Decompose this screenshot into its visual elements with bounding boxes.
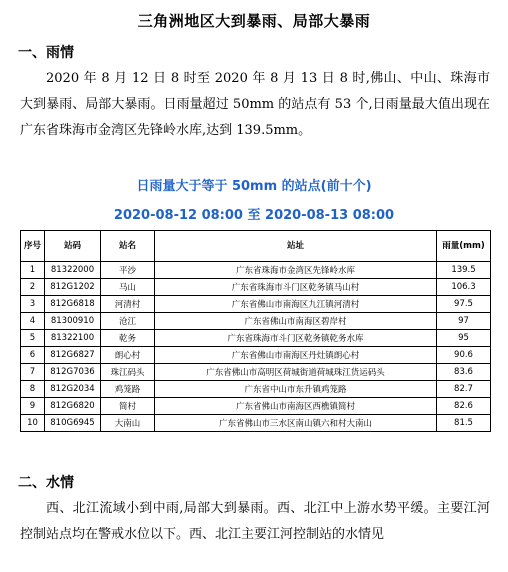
table-row	[21, 296, 491, 313]
cell-station-name: 简村	[101, 398, 155, 415]
table-row	[21, 381, 491, 398]
rainfall-table	[20, 230, 491, 432]
cell-rainfall: 139.5	[437, 262, 491, 279]
cell-rainfall: 83.6	[437, 364, 491, 381]
cell-station-address: 广东省珠海市金湾区先锋岭水库	[155, 262, 437, 279]
cell-rainfall: 82.6	[437, 398, 491, 415]
cell-station-address: 广东省佛山市南海区丹灶镇朗心村	[155, 347, 437, 364]
cell-station-name: 鸡笼路	[101, 381, 155, 398]
cell-index: 9	[21, 398, 45, 415]
header-index: 序号	[21, 231, 45, 262]
cell-station-address: 广东省佛山市三水区南山镇六和村大南山	[155, 415, 437, 432]
cell-station-name: 珠江码头	[101, 364, 155, 381]
rain-paragraph: 2020 年 8 月 12 日 8 时至 2020 年 8 月 13 日 8 时,佛山、中山、珠海市大到暴雨、局部大暴雨。日雨量超过 50mm 的站点有 53 个,日雨量最大值出现在广东省珠海市金湾区先锋岭水库,达到 139.5mm。	[20, 71, 490, 138]
cell-station-code: 812G6820	[45, 398, 101, 415]
cell-station-address: 广东省佛山市南海区九江镇河清村	[155, 296, 437, 313]
cell-station-code: 812G6827	[45, 347, 101, 364]
cell-index: 2	[21, 279, 45, 296]
cell-station-address: 广东省佛山市南海区碧岸村	[155, 313, 437, 330]
table-header-row	[21, 231, 491, 262]
cell-station-code: 810G6945	[45, 415, 101, 432]
cell-rainfall: 106.3	[437, 279, 491, 296]
cell-index: 10	[21, 415, 45, 432]
cell-station-name: 朗心村	[101, 347, 155, 364]
cell-station-address: 广东省佛山市南海区西樵镇简村	[155, 398, 437, 415]
cell-index: 4	[21, 313, 45, 330]
cell-station-name: 河清村	[101, 296, 155, 313]
cell-station-name: 大南山	[101, 415, 155, 432]
header-station-address: 站址	[155, 231, 437, 262]
cell-station-code: 812G7036	[45, 364, 101, 381]
cell-rainfall: 97.5	[437, 296, 491, 313]
cell-index: 6	[21, 347, 45, 364]
table-row	[21, 347, 491, 364]
cell-station-address: 广东省珠海市斗门区乾务镇马山村	[155, 279, 437, 296]
section-heading-water: 二、水情	[18, 475, 74, 491]
section-heading-rain: 一、雨情	[18, 45, 74, 61]
cell-station-code: 812G6818	[45, 296, 101, 313]
cell-rainfall: 97	[437, 313, 491, 330]
cell-station-address: 广东省佛山市高明区荷城街道荷城珠江货运码头	[155, 364, 437, 381]
cell-index: 7	[21, 364, 45, 381]
table-period: 2020-08-12 08:00 至 2020-08-13 08:00	[113, 208, 395, 223]
table-row	[21, 364, 491, 381]
cell-rainfall: 95	[437, 330, 491, 347]
cell-station-code: 812G1202	[45, 279, 101, 296]
cell-index: 3	[21, 296, 45, 313]
cell-station-code: 81322100	[45, 330, 101, 347]
cell-rainfall: 90.6	[437, 347, 491, 364]
table-row	[21, 262, 491, 279]
cell-index: 5	[21, 330, 45, 347]
cell-index: 1	[21, 262, 45, 279]
cell-station-name: 沧江	[101, 313, 155, 330]
water-paragraph: 西、北江流域小到中雨,局部大到暴雨。西、北江中上游水势平缓。主要江河控制站点均在警戒水位以下。西、北江主要江河控制站的水情见	[20, 501, 490, 542]
cell-rainfall: 81.5	[437, 415, 491, 432]
table-row	[21, 330, 491, 347]
header-rainfall: 雨量(mm)	[437, 231, 491, 262]
table-row	[21, 279, 491, 296]
cell-station-name: 平沙	[101, 262, 155, 279]
table-title: 日雨量大于等于 50mm 的站点(前十个)	[136, 179, 372, 194]
header-station-code: 站码	[45, 231, 101, 262]
document-title: 三角洲地区大到暴雨、局部大暴雨	[137, 12, 371, 30]
cell-station-code: 81300910	[45, 313, 101, 330]
cell-station-address: 广东省中山市东升镇鸡笼路	[155, 381, 437, 398]
cell-station-name: 马山	[101, 279, 155, 296]
cell-station-code: 812G2034	[45, 381, 101, 398]
table-row	[21, 313, 491, 330]
cell-rainfall: 82.7	[437, 381, 491, 398]
cell-station-code: 81322000	[45, 262, 101, 279]
cell-station-address: 广东省珠海市斗门区乾务镇乾务水库	[155, 330, 437, 347]
header-station-name: 站名	[101, 231, 155, 262]
table-row	[21, 415, 491, 432]
table-row	[21, 398, 491, 415]
cell-station-name: 乾务	[101, 330, 155, 347]
cell-index: 8	[21, 381, 45, 398]
